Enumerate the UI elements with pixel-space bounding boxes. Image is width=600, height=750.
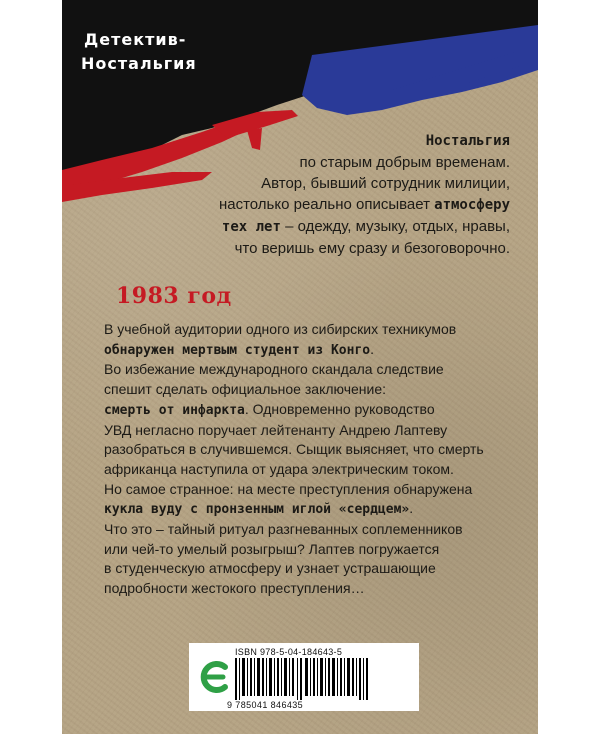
series-title [81, 28, 197, 76]
series-title-line-1: Детектив- [84, 30, 187, 49]
synopsis-line: . [370, 340, 374, 357]
intro-line: настолько реально описывает [218, 196, 435, 213]
synopsis-highlight: кукла вуду с пронзенным иглой «сердцем» [104, 502, 410, 518]
synopsis-line: . Одновременно руководство [244, 400, 435, 417]
intro-line: Автор, бывший сотрудник милиции, [261, 175, 510, 192]
synopsis-highlight: смерть от инфаркта [104, 402, 245, 418]
intro-line: по старым добрым временам. [299, 154, 510, 171]
book-back-cover [62, 0, 538, 734]
intro-highlight: тех лет [221, 219, 281, 235]
synopsis-line: УВД негласно поручает лейтенанту Андрею Лаптеву [104, 421, 448, 438]
synopsis-line: подробности жестокого преступления… [104, 580, 365, 597]
synopsis [104, 320, 514, 599]
series-title-line-2: Ностальгия [81, 54, 197, 73]
synopsis-line: или чей-то умелый розыгрыш? Лаптев погружается [104, 540, 440, 557]
isbn-text: ISBN 978-5-04-184643-5 [235, 647, 343, 657]
synopsis-line: . [409, 500, 414, 517]
eksmo-logo-icon [197, 657, 231, 697]
synopsis-line: в студенческую атмосферу и узнает устрашающие [104, 560, 436, 577]
intro-blurb [154, 130, 510, 259]
synopsis-line: африканца наступила от удара электрическим током. [104, 460, 454, 477]
intro-line: что веришь ему сразу и безоговорочно. [234, 240, 510, 257]
year-heading: 1983 год [116, 283, 232, 309]
synopsis-line: Но самое странное: на месте преступления обнаружена [104, 480, 473, 497]
intro-highlight: атмосферу [434, 197, 510, 213]
synopsis-line: разобраться в случившемся. Сыщик выясняет, что смерть [104, 441, 484, 458]
barcode-panel [189, 643, 419, 711]
barcode-digits: 9 785041 846435 [227, 700, 304, 710]
synopsis-line: спешит сделать официальное заключение: [104, 381, 387, 398]
intro-line: – одежду, музыку, отдых, нравы, [280, 218, 510, 235]
synopsis-line: Что это – тайный ритуал разгневанных соплеменников [104, 521, 463, 538]
intro-heading: Ностальгия [425, 133, 510, 149]
synopsis-line: Во избежание международного скандала следствие [104, 361, 444, 378]
barcode-icon [235, 658, 385, 700]
synopsis-highlight: обнаружен мертвым студент из Конго [104, 342, 371, 358]
synopsis-line: В учебной аудитории одного из сибирских техникумов [104, 321, 457, 337]
